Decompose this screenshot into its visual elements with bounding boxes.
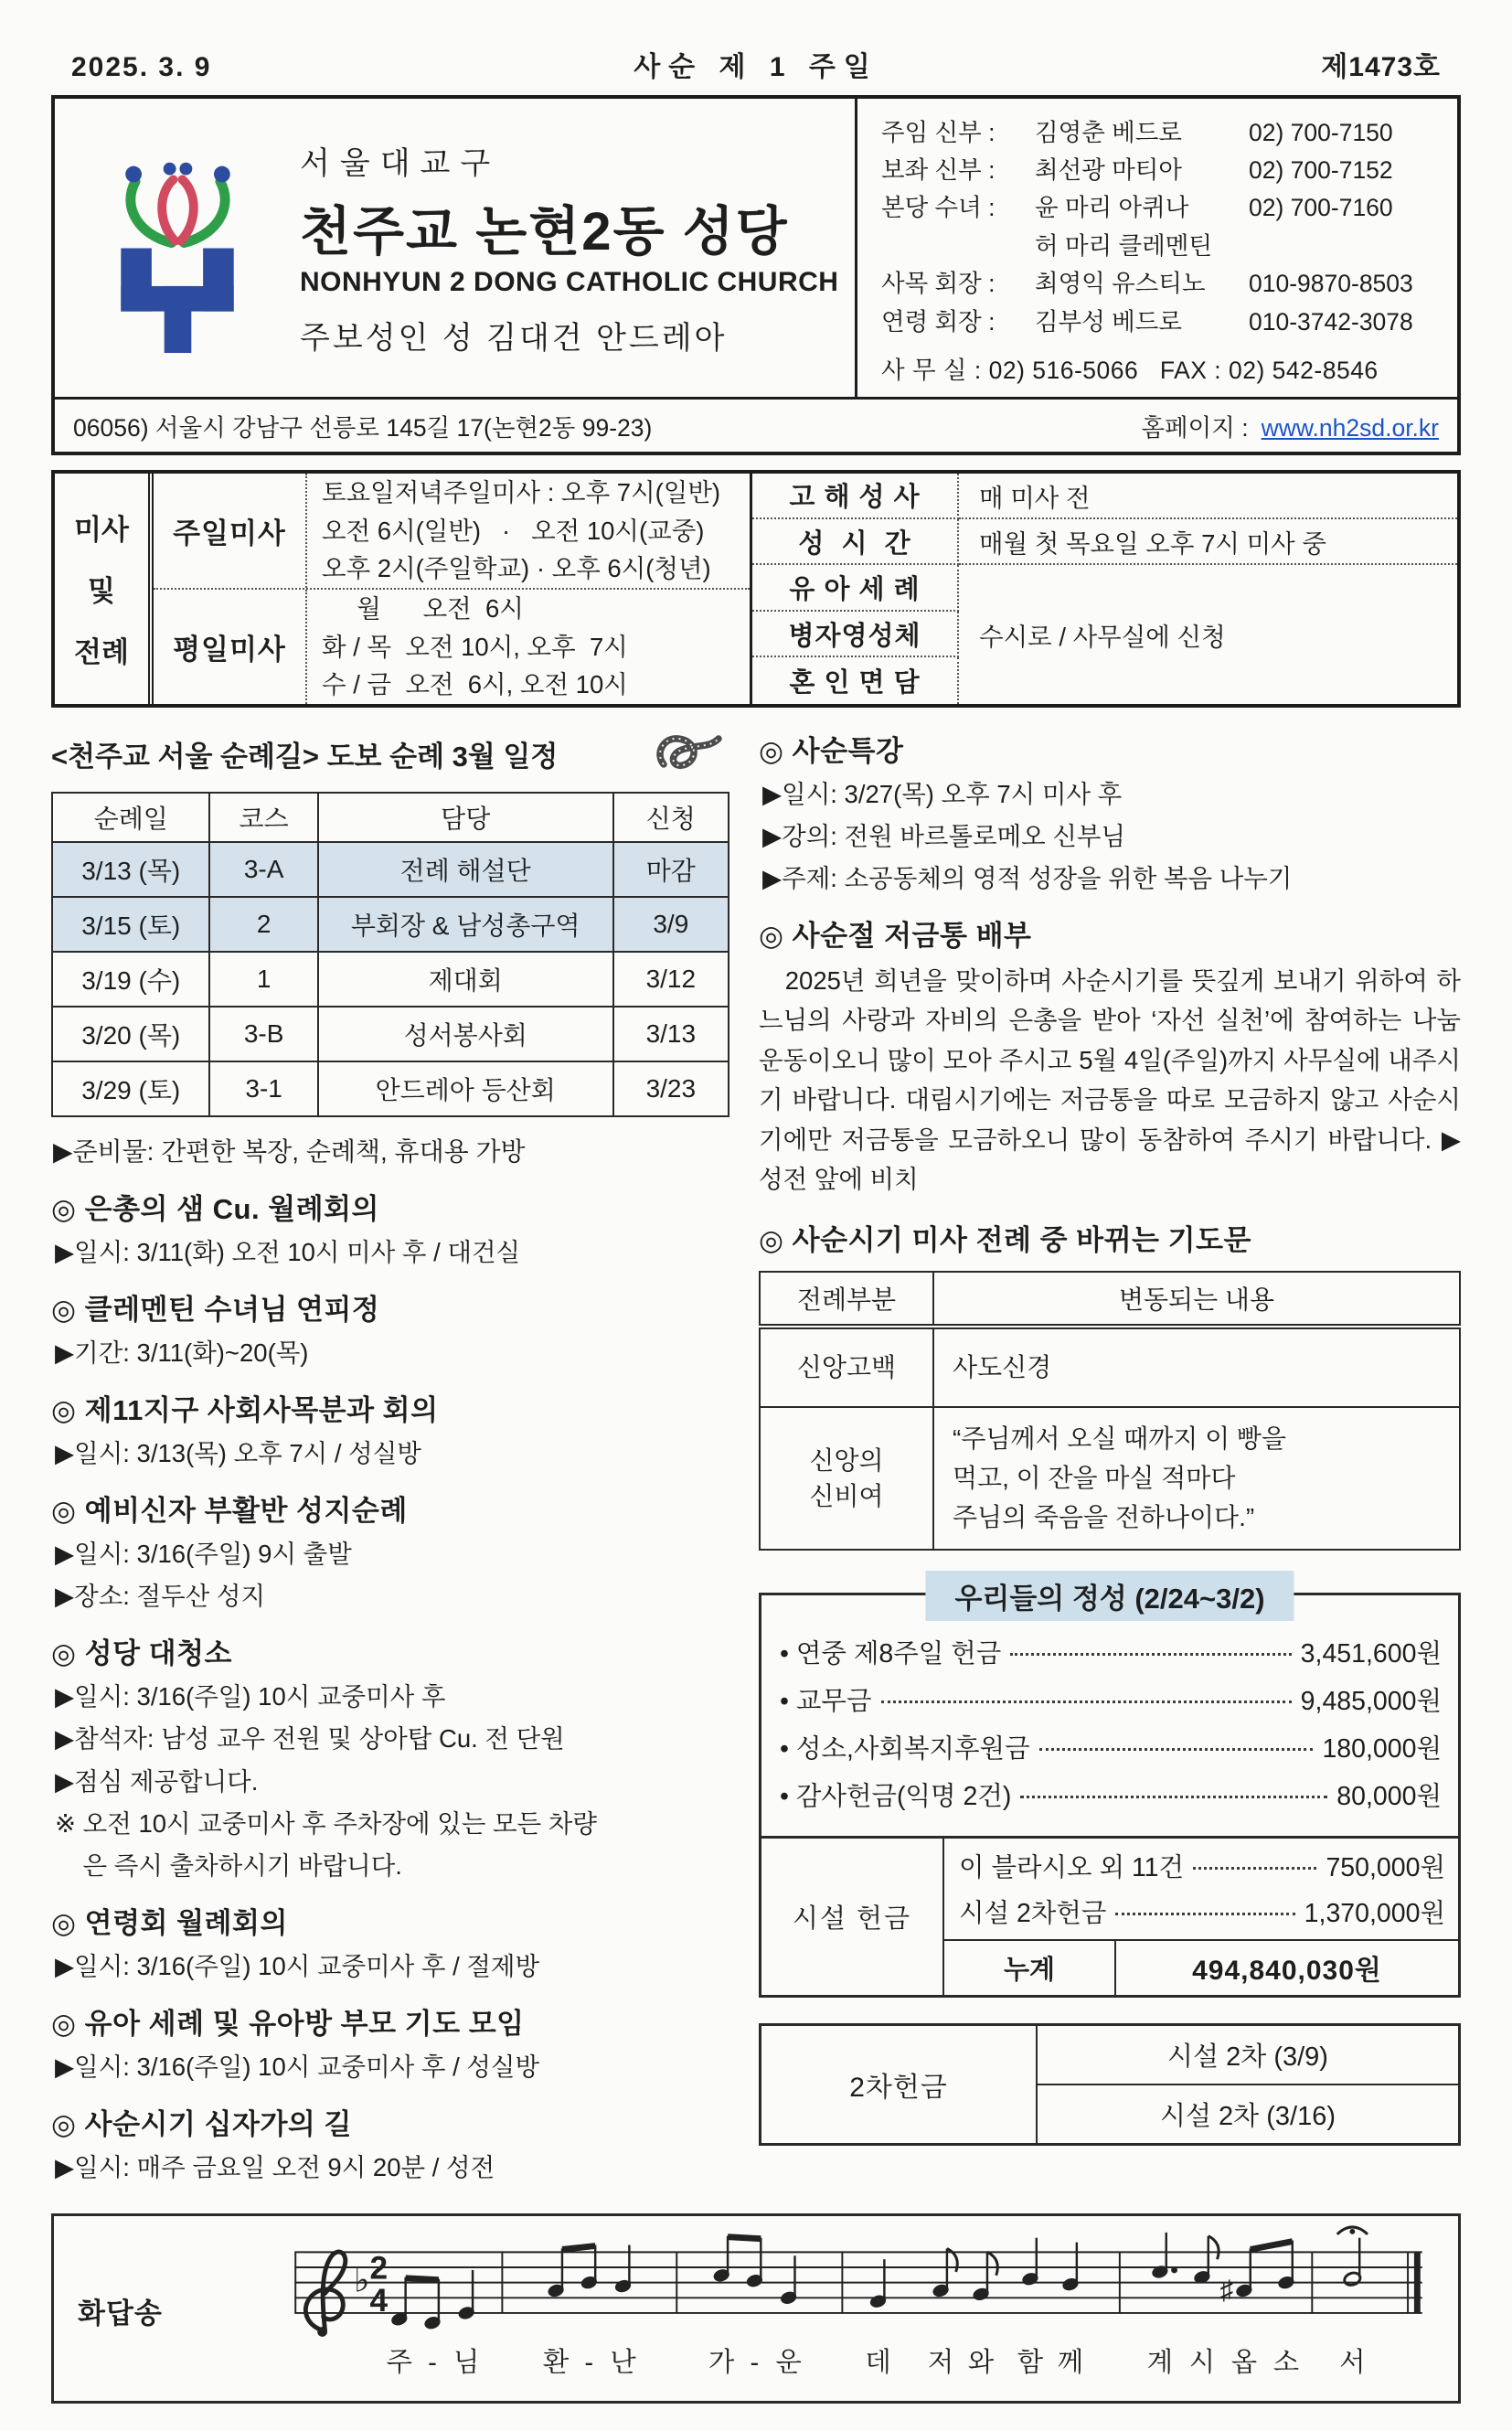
mass-side-word: 미사: [74, 514, 129, 547]
dotted-leader: [1010, 1653, 1291, 1656]
table-cell: 3-A: [209, 842, 317, 897]
mass-time-line: 월 오전 6시: [322, 594, 524, 624]
contact-name: 최영익 유스티노: [1035, 270, 1206, 298]
table-cell: 3/20 (목): [52, 1007, 209, 1061]
section-line: ▶기간: 3/11(화)~20(목): [55, 1338, 309, 1367]
mass-side-word: 전례: [74, 636, 129, 669]
section: [51, 1387, 729, 1470]
diocese-name: 서울대교구: [300, 145, 501, 181]
contact-name: 윤 마리 아퀴나: [1035, 194, 1189, 222]
section: [51, 2101, 729, 2184]
table-row: [760, 1327, 1460, 1407]
music-flat: ♭: [353, 2260, 370, 2299]
section-title: ◎ 유아 세례 및 유아방 부모 기도 모임: [51, 2008, 525, 2040]
table-header-cell: 순례일: [52, 793, 209, 842]
section-line: ▶참석자: 남성 교우 전원 및 상아탑 Cu. 전 단원: [55, 1724, 565, 1754]
left-column: [51, 728, 729, 2185]
table-cell: 3-B: [209, 1007, 317, 1061]
lyric-syllable: 주: [386, 2347, 412, 2378]
sacrament-label: 성 시 간: [752, 519, 959, 565]
address-strip: [55, 397, 1457, 452]
second-offering-label: 2차헌금: [761, 2026, 1038, 2143]
second-offering-box: [759, 2023, 1461, 2146]
second-offering-row: 시설 2차 (3/16): [1159, 2101, 1336, 2131]
table-cell: 신앙고백: [760, 1327, 933, 1407]
contact-row: [881, 230, 1439, 261]
issue-number: 제1473호: [1321, 52, 1441, 82]
dotted-leader: [1020, 1796, 1327, 1798]
offering-label: • 감사헌금(익명 2건): [780, 1781, 1012, 1811]
homepage-link[interactable]: www.nh2sd.or.kr: [1261, 413, 1439, 442]
content-columns: [51, 728, 1461, 2185]
contact-phone: 010-9870-8503: [1249, 270, 1413, 298]
contact-label: 보좌 신부 :: [881, 155, 996, 184]
offering-amount: 80,000원: [1336, 1781, 1442, 1811]
section-line: ▶일시: 3/27(목) 오후 7시 미사 후: [762, 779, 1123, 808]
contact-name: 최선광 마티아: [1035, 155, 1182, 184]
offering-item: [780, 1728, 1442, 1765]
contact-phone: [1249, 230, 1439, 261]
melody-notes: [390, 2233, 1362, 2330]
section-line: ▶일시: 3/13(목) 오후 7시 / 성실방: [55, 1438, 421, 1467]
cell-line: 먹고, 이 잔을 마실 적마다: [953, 1464, 1236, 1493]
rope-knot-icon: [651, 728, 728, 781]
table-cell: 3/9: [613, 897, 729, 952]
offering-amount: 3,451,600원: [1300, 1638, 1442, 1669]
lyric-syllable: 운: [775, 2347, 802, 2378]
facility-row-label: 이 블라시오 외 11건: [959, 1852, 1185, 1882]
contact-name: 허 마리 클레멘틴: [1035, 231, 1212, 260]
table-header-cell: 변동되는 내용: [933, 1272, 1460, 1327]
facility-label: 시설 헌금: [761, 1839, 944, 1995]
table-cell: 3/13: [613, 1007, 729, 1061]
table-cell: 3/23: [613, 1061, 729, 1116]
sacrament-label: 고 해 성 사: [752, 474, 959, 519]
contact-label: 사목 회장 :: [881, 270, 996, 298]
lyrics: [387, 2348, 1366, 2378]
section-title: ◎ 은총의 샘 Cu. 월례회의: [51, 1192, 380, 1225]
facility-total-row: [944, 1939, 1458, 1995]
church-name-block: [300, 138, 838, 357]
mass-time-line: 수 / 금 오전 6시, 오전 10시: [322, 669, 628, 698]
total-label: 누계: [944, 1941, 1116, 1995]
table-row: [52, 1007, 729, 1061]
table-header-row: [52, 793, 729, 842]
section-line: ▶일시: 매주 금요일 오전 9시 20분 / 성전: [55, 2153, 495, 2182]
cell-line: “주님께서 오실 때까지 이 빵을: [953, 1423, 1287, 1453]
table-header-row: [760, 1272, 1460, 1327]
music-sharp: ♯: [1219, 2275, 1234, 2306]
section: [51, 1286, 729, 1370]
mass-time-line: 화 / 목 오전 10시, 오후 7시: [322, 632, 628, 661]
lyric-syllable: 서: [1339, 2347, 1366, 2378]
fermata-icon: [1337, 2227, 1368, 2234]
weekday-mass-label: 평일미사: [154, 590, 307, 704]
second-offering-row: 시설 2차 (3/9): [1038, 2026, 1458, 2085]
sacrament-table: [750, 474, 1457, 704]
dotted-leader: [1115, 1913, 1294, 1915]
table-cell: 3/13 (목): [52, 842, 209, 897]
table-row: [52, 952, 729, 1007]
responsorial-box: [51, 2213, 1461, 2404]
homepage: [1141, 408, 1439, 443]
contact-name: 김영춘 베드로: [1035, 118, 1182, 146]
logo-figures: [125, 163, 230, 243]
church-name: 천주교 논현2동 성당: [300, 201, 789, 261]
section-title: ◎ 클레멘틴 수녀님 연피정: [51, 1293, 380, 1326]
section-title: ◎ 사순특강: [759, 734, 904, 767]
lyric-syllable: 가: [708, 2347, 735, 2378]
page-date: 2025. 3. 9: [71, 52, 212, 82]
staff-lines: [294, 2250, 1421, 2314]
section: [51, 1487, 729, 1613]
facility-row-label: 시설 2차헌금: [959, 1898, 1107, 1928]
lyric-syllable: 계: [1146, 2347, 1174, 2378]
sunday-mass-times: [307, 474, 750, 588]
prep-note: ▶준비물: 간편한 복장, 순례책, 휴대용 가방: [53, 1136, 526, 1166]
mass-time-line: 오후 2시(주일학교) · 오후 6시(청년): [322, 553, 711, 582]
table-row: [52, 897, 729, 952]
music-time-top: 2: [369, 2250, 389, 2287]
facility-row: [944, 1884, 1458, 1930]
lyric-syllable: -: [584, 2347, 594, 2378]
cell-line: 신앙의: [809, 1445, 884, 1475]
offering-label: • 연중 제8주일 헌금: [780, 1638, 1002, 1669]
header-bar: [51, 37, 1461, 95]
treble-clef-icon: [305, 2252, 345, 2337]
lyric-syllable: -: [428, 2347, 437, 2378]
section: [51, 1186, 729, 1269]
mass-time-line: 오전 6시(일반) · 오전 10시(교중): [322, 516, 705, 545]
table-header-cell: 담당: [318, 793, 613, 842]
table-cell: 부회장 & 남성총구역: [318, 897, 613, 952]
offering-item: [780, 1680, 1442, 1718]
section-line: ▶일시: 3/11(화) 오전 10시 미사 후 / 대건실: [55, 1237, 521, 1266]
lyric-syllable: 데: [865, 2347, 891, 2378]
contact-label: 연령 회장 :: [881, 307, 996, 336]
dotted-leader: [1193, 1867, 1316, 1870]
table-header-cell: 코스: [209, 793, 317, 842]
facility-row-amount: 1,370,000원: [1304, 1898, 1445, 1928]
pilgrimage-header: [51, 728, 729, 781]
total-amount: 494,840,030원: [1192, 1956, 1382, 1987]
lyric-syllable: 난: [610, 2347, 636, 2378]
musical-score: [186, 2225, 1445, 2395]
church-logo: [84, 142, 271, 354]
section-line: ▶주제: 소공동체의 영적 성장을 위한 복음 나누기: [762, 863, 1293, 892]
table-cell: 3/19 (수): [52, 952, 209, 1007]
section-line: ▶일시: 3/16(주일) 10시 교중미사 후 / 절제방: [55, 1951, 540, 1980]
section-title: ◎ 제11지구 사회사목분과 회의: [51, 1393, 439, 1426]
table-row: [760, 1407, 1460, 1550]
page-title: 사순 제 1 주일: [634, 52, 878, 82]
weekday-mass-row: [154, 590, 750, 704]
contact-name: 김부성 베드로: [1035, 307, 1182, 336]
contact-phone: 02) 700-7150: [1249, 118, 1393, 146]
contact-label: 주임 신부 :: [881, 118, 996, 146]
lyric-syllable: 소: [1272, 2347, 1300, 2378]
lyric-syllable: 님: [453, 2347, 480, 2378]
table-cell: 성서봉사회: [318, 1007, 613, 1061]
masthead-top: [55, 99, 1457, 397]
facility-offering-box: [759, 1839, 1461, 1998]
office-line: 사 무 실 : 02) 516-5066 FAX : 02) 542-8546: [881, 356, 1379, 384]
second-offering-rows: [1038, 2026, 1458, 2143]
section-line: 은 즉시 출차하시기 바랍니다.: [55, 1850, 402, 1880]
patron-saint: 주보성인 성 김대건 안드레아: [300, 320, 728, 356]
sacrament-label: 유 아 세 례: [752, 565, 959, 611]
section-title: ◎ 예비신자 부활반 성지순례: [51, 1495, 408, 1527]
pilgrimage-table: [51, 792, 729, 1117]
section-title: ◎ 사순절 저금통 배부: [759, 920, 1032, 952]
lyric-syllable: -: [750, 2347, 760, 2378]
offerings-title: 우리들의 정성 (2/24~3/2): [925, 1571, 1294, 1621]
responsorial-label: 화답송: [78, 2297, 163, 2330]
facility-row-amount: 750,000원: [1326, 1852, 1445, 1882]
section-lent-lecture: [759, 728, 1461, 895]
table-cell: 2: [209, 897, 317, 952]
table-cell: 전례 해설단: [318, 842, 613, 897]
logo-pedestal-cross: [121, 248, 233, 353]
table-cell: 1: [209, 952, 317, 1007]
section-title: ◎ 성당 대청소: [51, 1637, 233, 1670]
lyric-syllable: 저: [927, 2347, 954, 2378]
contact-row: [881, 192, 1439, 223]
section: [51, 1630, 729, 1882]
section-line: ▶강의: 전원 바르톨로메오 신부님: [762, 821, 1126, 850]
section: [51, 1900, 729, 1983]
table-cell: 3/29 (토): [52, 1061, 209, 1116]
table-header-cell: 신청: [613, 793, 729, 842]
contact-phone: 010-3742-3078: [1249, 307, 1413, 336]
table-cell: [760, 1407, 933, 1550]
table-cell: 제대회: [318, 952, 613, 1007]
lyric-syllable: 환: [542, 2347, 570, 2378]
section-prayer-changes: [759, 1217, 1461, 1551]
facility-row: [944, 1839, 1458, 1884]
mass-times: [154, 474, 750, 704]
piggy-paragraph: 2025년 희년을 맞이하며 사순시기를 뜻깊게 보내기 위하여 하느님의 사랑과 자비의 은총을 받아 ‘자선 실천’에 참여하는 나눔 운동이오니 많이 모아 주시고 5월 4일(주일)까지 사무실에 내주시기 바랍니다. 대림시기에는 저금통을 따로 모금하지 않고 사순시기에만 저금통을 모금하오니 많이 동참하여 주시기 바랍니다. ▶성전 앞에 비치: [759, 966, 1461, 1194]
contact-row: [881, 268, 1439, 299]
dotted-leader: [1039, 1748, 1314, 1751]
offering-amount: 9,485,000원: [1300, 1686, 1442, 1716]
offerings-box: [759, 1582, 1461, 1839]
sacrament-label: 혼 인 면 담: [752, 657, 959, 703]
contact-label: 본당 수녀 :: [881, 194, 996, 222]
section: [51, 2000, 729, 2084]
contact-label: [881, 230, 1035, 261]
table-header-cell: 전례부분: [760, 1272, 933, 1327]
contact-row: [881, 155, 1439, 186]
table-cell: [933, 1407, 1460, 1550]
lyric-syllable: 시: [1188, 2347, 1216, 2378]
contact-phone: 02) 700-7160: [1249, 194, 1393, 222]
prayer-table: [759, 1271, 1461, 1551]
section-title: ◎ 연령회 월례회의: [51, 1906, 288, 1939]
right-column: [759, 728, 1461, 2146]
final-barline: [1414, 2253, 1421, 2314]
contact-list: [855, 99, 1457, 397]
section-title: ◎ 사순시기 미사 전례 중 바뀌는 기도문: [759, 1223, 1251, 1256]
contact-row: [881, 306, 1439, 337]
table-cell: 마감: [613, 842, 729, 897]
sacrament-value: 매 미사 전: [959, 474, 1457, 519]
offering-item: [780, 1775, 1442, 1813]
mass-side-label: [55, 474, 154, 704]
table-cell: 안드레아 등산회: [318, 1061, 613, 1116]
lyric-syllable: 와: [967, 2347, 995, 2378]
table-cell: 3/12: [613, 952, 729, 1007]
contact-row: [881, 117, 1439, 148]
offering-amount: 180,000원: [1322, 1733, 1442, 1764]
sacrament-value: 매월 첫 목요일 오후 7시 미사 중: [959, 519, 1457, 565]
sunday-mass-row: [154, 474, 750, 590]
section-line: ▶장소: 절두산 성지: [55, 1582, 266, 1611]
music-time-bottom: 4: [369, 2283, 389, 2319]
cell-line: 신비여: [809, 1481, 884, 1510]
table-row: [52, 842, 729, 897]
church-name-en: NONHYUN 2 DONG CATHOLIC CHURCH: [300, 266, 839, 297]
contact-phone: 02) 700-7152: [1249, 155, 1393, 184]
section-line: ▶일시: 3/16(주일) 9시 출발: [55, 1540, 352, 1568]
masthead: [51, 95, 1461, 455]
mass-schedule-table: [51, 470, 1461, 708]
sunday-mass-label: 주일미사: [154, 474, 307, 588]
lyric-syllable: 옵: [1230, 2347, 1258, 2378]
facility-rows: [944, 1839, 1458, 1995]
masthead-identity: [55, 99, 855, 397]
mass-side-word: 및: [88, 575, 115, 608]
offering-label: • 교무금: [780, 1686, 872, 1716]
address-text: 06056) 서울시 강남구 선릉로 145길 17(논현2동 99-23): [73, 413, 653, 442]
homepage-label: 홈페이지 :: [1141, 413, 1249, 442]
table-cell: 사도신경: [933, 1327, 1460, 1407]
lyric-syllable: 께: [1057, 2347, 1084, 2378]
offering-item: [780, 1633, 1442, 1670]
lyric-syllable: 함: [1017, 2347, 1044, 2378]
table-row: [52, 1061, 729, 1116]
section-line: ▶일시: 3/16(주일) 10시 교중미사 후: [55, 1682, 446, 1711]
offering-label: • 성소,사회복지후원금: [780, 1733, 1030, 1764]
dotted-leader: [881, 1701, 1292, 1703]
table-cell: 3/15 (토): [52, 897, 209, 952]
weekday-mass-times: [307, 590, 750, 704]
mass-time-line: 토요일저녁주일미사 : 오후 7시(일반): [322, 478, 721, 507]
table-cell: 3-1: [209, 1061, 317, 1116]
section-line: ▶점심 제공합니다.: [55, 1766, 259, 1796]
pilgrimage-title: <천주교 서울 순례길> 도보 순례 3월 일정: [51, 741, 559, 773]
section-line: ▶일시: 3/16(주일) 10시 교중미사 후 / 성실방: [55, 2052, 540, 2081]
cell-line: 주님의 죽음을 전하나이다.”: [953, 1503, 1255, 1532]
sacrament-label: 병자영성체: [752, 612, 959, 657]
sacrament-merged-value: 수시로 / 사무실에 신청: [979, 623, 1226, 652]
section-title: ◎ 사순시기 십자가의 길: [51, 2108, 352, 2141]
section-piggy-bank: [759, 912, 1461, 1200]
section-line: ※ 오전 10시 교중미사 후 주차장에 있는 모든 차량: [55, 1808, 597, 1838]
